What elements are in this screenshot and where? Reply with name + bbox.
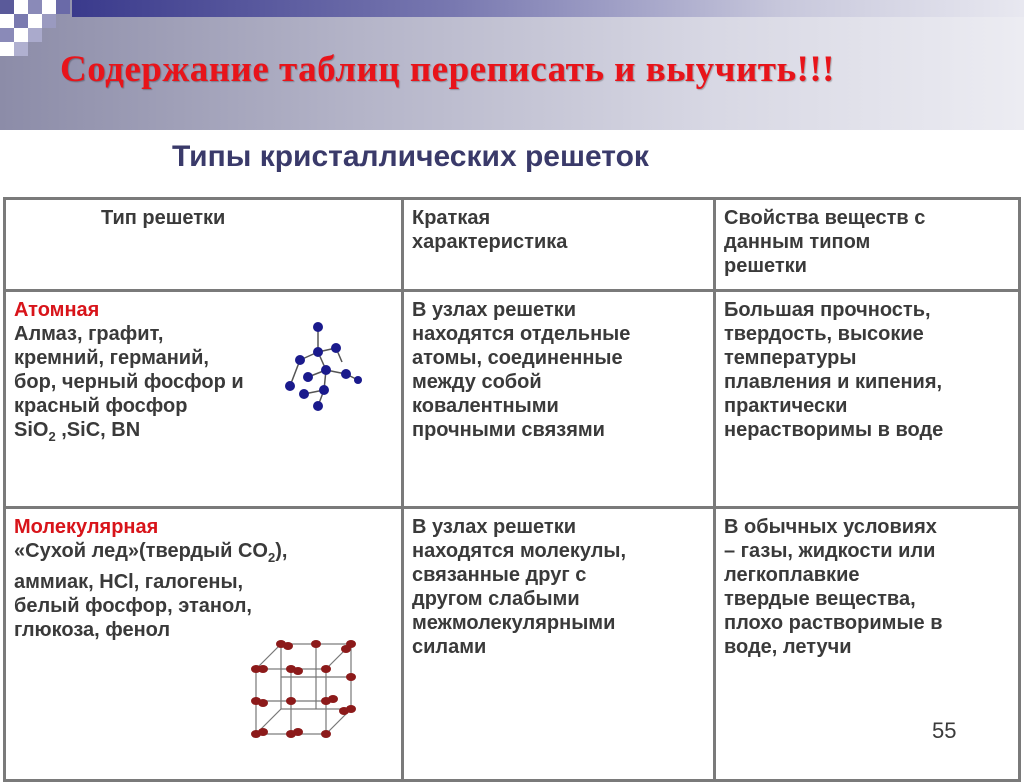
cell-atomic-properties: Большая прочность, твердость, высокие температуры плавления и кипения, практически нерастворимы в воде [715, 291, 1020, 508]
atomic-examples: Алмаз, графит, кремний, германий, бор, черный фосфор и красный фосфор [14, 323, 244, 417]
table-row-molecular [5, 508, 1020, 781]
header-characteristic: Краткая характеристика [403, 199, 715, 291]
atomic-formulas: SiO$_2$ ,SiC, BN [14, 419, 141, 444]
slide-content [0, 130, 1024, 767]
table-row-atomic [5, 291, 1020, 508]
molecular-examples-line1: «Сухой лед»(твердый $CO_2$), [14, 540, 288, 565]
slide-title: Содержание таблиц переписать и выучить!!! [60, 49, 835, 90]
lattice-type-atomic: Атомная [14, 299, 100, 321]
molecular-lattice-diagram [246, 639, 366, 739]
header-lattice-type: Тип решетки [5, 199, 403, 291]
crystal-lattice-table [3, 197, 1021, 782]
table-header-row [5, 199, 1020, 291]
lattice-type-molecular: Молекулярная [14, 516, 159, 538]
table-title: Типы кристаллических решеток [172, 140, 649, 173]
cell-atomic-characteristic: В узлах решетки находятся отдельные атомы, соединенные между собой ковалентными прочными связями [403, 291, 715, 508]
molecular-examples: аммиак, HCl, галогены, белый фосфор, этанол, глюкоза, фенол [14, 571, 252, 641]
header-properties: Свойства веществ с данным типом решетки [715, 199, 1020, 291]
cell-molecular-characteristic: В узлах решетки находятся молекулы, связанные друг с другом слабыми межмолекулярными силами [403, 508, 715, 781]
cell-atomic-type [5, 291, 403, 508]
cell-molecular-type [5, 508, 403, 781]
slide-page-number: 55 [932, 718, 957, 743]
slide-top-strip [72, 0, 1024, 17]
cell-molecular-properties: В обычных условиях – газы, жидкости или легкоплавкие твердые вещества, плохо растворимые в воде, летучи [715, 508, 1020, 781]
